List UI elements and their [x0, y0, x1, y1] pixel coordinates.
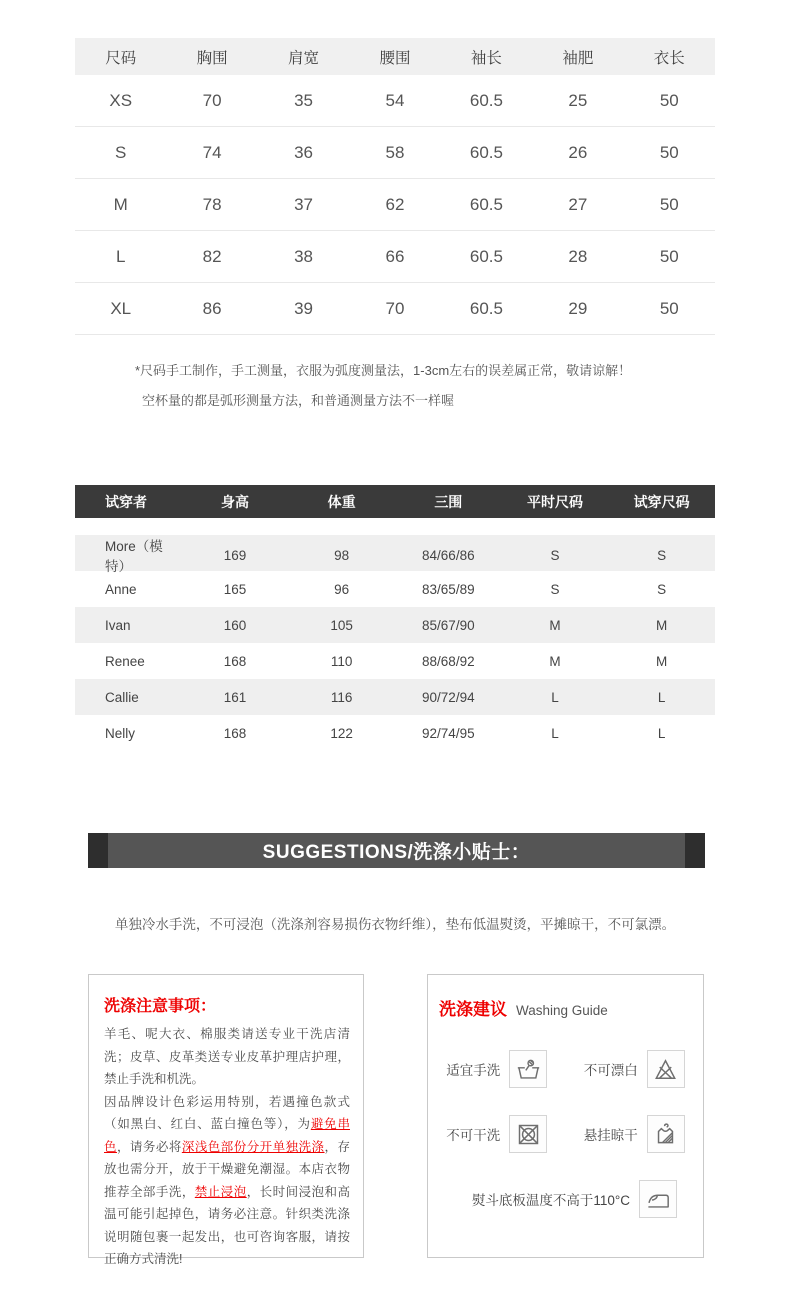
size-table-cell: L	[115, 246, 126, 266]
fit-table-cell: 96	[334, 581, 350, 597]
fit-table-cell: 90/72/94	[422, 689, 475, 705]
measurement-note-line2: 空杯量的都是弧形测量方法，和普通测量方法不一样喔	[142, 393, 455, 408]
size-table-header-cell: 尺码	[105, 49, 137, 67]
size-table-cell: 39	[294, 298, 314, 318]
fit-table-cell: 98	[334, 547, 350, 563]
fit-table-cell: S	[657, 547, 667, 563]
size-table-header-cell: 胸围	[196, 49, 228, 67]
fit-table-cell: L	[551, 689, 559, 705]
size-table-cell: 25	[568, 90, 588, 110]
notice-segment: ，存放也需分开，放于干燥避免潮湿。本店衣物推荐全部手洗，	[104, 1139, 350, 1199]
notice-highlight: 避免串色	[104, 1117, 350, 1154]
size-table-cell: 50	[659, 194, 679, 214]
size-table-cell: 60.5	[469, 90, 503, 110]
wash-notice-box	[88, 974, 364, 1266]
care-item-label: 适宜手洗	[446, 1063, 501, 1078]
care-item-label: 不可漂白	[583, 1063, 638, 1078]
fit-table-row	[75, 571, 715, 607]
size-table-cell: 60.5	[469, 298, 503, 318]
wash-summary-text: 单独冷水手洗，不可浸泡（洗涤剂容易损伤衣物纤维），垫布低温熨烫，平摊晾干，不可氯漂。	[114, 917, 676, 932]
size-table-cell: 50	[659, 142, 679, 162]
fit-table-cell: 168	[223, 725, 247, 741]
fit-model-table	[75, 485, 715, 751]
size-table-cell: 74	[202, 142, 222, 162]
care-item-label: 熨斗底板温度不高于110°C	[471, 1193, 630, 1208]
fit-table-cell: 116	[330, 689, 353, 705]
fit-table-cell: 160	[223, 617, 247, 633]
size-table-cell: 60.5	[469, 246, 503, 266]
size-table-body	[75, 75, 715, 335]
hand-wash-icon	[509, 1050, 547, 1088]
size-table-cell: S	[115, 142, 127, 162]
fit-table-cell: Callie	[105, 689, 139, 705]
fit-table-header-cell: 体重	[327, 493, 356, 510]
fit-table-header-cell: 三围	[434, 493, 463, 510]
no-bleach-icon	[647, 1050, 685, 1088]
size-table-cell: 66	[385, 246, 405, 266]
size-table-cell: 29	[568, 298, 588, 318]
fit-table-row	[75, 679, 715, 715]
fit-table-cell: 105	[330, 617, 353, 633]
washing-guide-title-en: Washing Guide	[516, 1003, 608, 1018]
wash-notice-paragraph-2	[104, 1091, 350, 1271]
care-item-hang-dry	[566, 1115, 704, 1153]
size-chart-table	[75, 38, 715, 335]
size-table-cell: 38	[294, 246, 314, 266]
size-table-header	[75, 38, 715, 75]
fit-table-header-row	[75, 485, 715, 518]
fit-table-cell: S	[550, 547, 560, 563]
fit-table-header-cell: 试穿尺码	[633, 493, 690, 510]
fit-table-cell: 84/66/86	[422, 547, 475, 563]
fit-table-cell: M	[656, 653, 668, 669]
fit-table-cell: L	[551, 725, 559, 741]
size-table-cell: 37	[294, 194, 314, 214]
size-table-header-cell: 袖肥	[562, 49, 594, 67]
notice-highlight: 禁止浸泡	[194, 1184, 247, 1199]
fit-table-cell: L	[657, 725, 666, 741]
fit-table-cell: 110	[330, 653, 353, 669]
iron-icon	[639, 1180, 677, 1218]
fit-table-row	[75, 643, 715, 679]
size-table-row	[75, 179, 715, 231]
size-table-header-cell: 袖长	[470, 49, 502, 67]
fit-table-row	[75, 715, 715, 751]
wash-notice-text	[104, 1023, 350, 1271]
size-table-cell: 50	[659, 90, 679, 110]
size-table-cell: 86	[202, 298, 222, 318]
measurement-note-line1: *尺码手工制作，手工测量，衣服为弧度测量法，1-3cm左右的误差属正常，敬请谅解！	[135, 363, 632, 378]
hang-dry-icon	[647, 1115, 685, 1153]
washing-guide-title-cn: 洗涤建议	[439, 1000, 507, 1019]
size-table-header-row	[75, 38, 715, 75]
fit-table-row	[75, 607, 715, 643]
fit-table-cell: Ivan	[105, 617, 131, 633]
fit-table-cell: Anne	[105, 581, 137, 597]
fit-table-cell: M	[549, 653, 561, 669]
suggestions-banner	[88, 833, 705, 868]
fit-table-cell: 165	[223, 581, 247, 597]
fit-table-cell: M	[656, 617, 668, 633]
size-table-cell: XL	[110, 298, 132, 318]
wash-notice-paragraph-1: 羊毛、呢大衣、棉服类请送专业干洗店清洗；皮草、皮革类送专业皮革护理店护理，禁止手洗和机洗。	[104, 1027, 350, 1086]
size-table-cell: 35	[294, 90, 314, 110]
fit-table-cell: Renee	[105, 653, 145, 669]
size-table-row	[75, 283, 715, 335]
notice-segment: ，长时间浸泡和高温可能引起掉色，请务必注意。针织类洗涤说明随包裹一起发出，也可咨询客服，请按正确方式清洗!	[104, 1184, 350, 1266]
washing-guide-title	[428, 995, 703, 1020]
size-table-cell: 50	[659, 298, 679, 318]
size-table-cell: 78	[202, 194, 222, 214]
fit-table-row	[75, 535, 715, 574]
fit-table-cell: 83/65/89	[422, 581, 475, 597]
washing-guide-items	[428, 1050, 703, 1218]
size-table-header-cell: 衣长	[653, 49, 685, 67]
fit-table-cell: 169	[223, 547, 247, 563]
size-table-cell: 70	[385, 298, 405, 318]
fit-table-header	[75, 485, 715, 518]
size-table-cell: 36	[294, 142, 314, 162]
care-item-no-dry-clean	[428, 1115, 566, 1153]
size-table-cell: 70	[202, 90, 222, 110]
fit-table-cell: 85/67/90	[422, 617, 475, 633]
fit-table-cell: 168	[223, 653, 247, 669]
notice-highlight: 深浅色部份分开单独洗涤	[181, 1139, 325, 1154]
fit-table-cell: L	[657, 689, 666, 705]
fit-table-cell: 122	[330, 725, 353, 741]
size-table-row	[75, 75, 715, 127]
care-item-hand-wash	[428, 1050, 566, 1088]
care-item-iron-temp	[428, 1180, 703, 1218]
size-table-cell: 62	[385, 194, 405, 214]
fit-table-body	[75, 535, 715, 751]
wash-notice-title: 洗涤注意事项：	[104, 998, 217, 1015]
size-table-cell: 26	[568, 142, 588, 162]
size-table-cell: M	[113, 194, 128, 214]
fit-table-cell: 92/74/95	[422, 725, 475, 741]
fit-table-cell: 88/68/92	[422, 653, 475, 669]
size-table-cell: 58	[385, 142, 405, 162]
fit-table-header-cell: 试穿者	[105, 493, 147, 510]
size-table-cell: 27	[568, 194, 588, 214]
care-item-no-bleach	[566, 1050, 704, 1088]
size-table-cell: 54	[385, 90, 405, 110]
size-table-header-cell: 腰围	[379, 49, 411, 67]
suggestions-banner-title: SUGGESTIONS/洗涤小贴士：	[108, 833, 685, 868]
no-dry-clean-icon	[509, 1115, 547, 1153]
care-item-label: 不可干洗	[446, 1128, 501, 1143]
size-table-cell: 60.5	[469, 142, 503, 162]
fit-table-cell: S	[657, 581, 667, 597]
fit-table-cell: M	[549, 617, 561, 633]
size-table-row	[75, 231, 715, 283]
size-table-cell: 50	[659, 246, 679, 266]
washing-guide-box	[427, 974, 704, 1258]
measurement-note	[135, 356, 631, 416]
size-table-cell: XS	[109, 90, 133, 110]
fit-table-cell: Nelly	[105, 725, 136, 741]
care-item-label: 悬挂晾干	[583, 1128, 638, 1143]
size-table-row	[75, 127, 715, 179]
fit-table-header-cell: 平时尺码	[526, 493, 583, 510]
fit-table-header-cell: 身高	[220, 493, 249, 510]
size-table-cell: 82	[202, 246, 222, 266]
fit-table-cell: 161	[223, 689, 247, 705]
notice-segment: ，请务必将	[116, 1139, 182, 1154]
fit-table-cell: S	[550, 581, 560, 597]
size-table-cell: 60.5	[469, 194, 503, 214]
notice-segment: 因品牌设计色彩运用特别，若遇撞色款式（如黑白、红白、蓝白撞色等），为	[104, 1094, 350, 1131]
size-table-header-cell: 肩宽	[288, 49, 320, 67]
size-table-cell: 28	[568, 246, 588, 266]
fit-table-cell: More（模特）	[105, 539, 163, 574]
